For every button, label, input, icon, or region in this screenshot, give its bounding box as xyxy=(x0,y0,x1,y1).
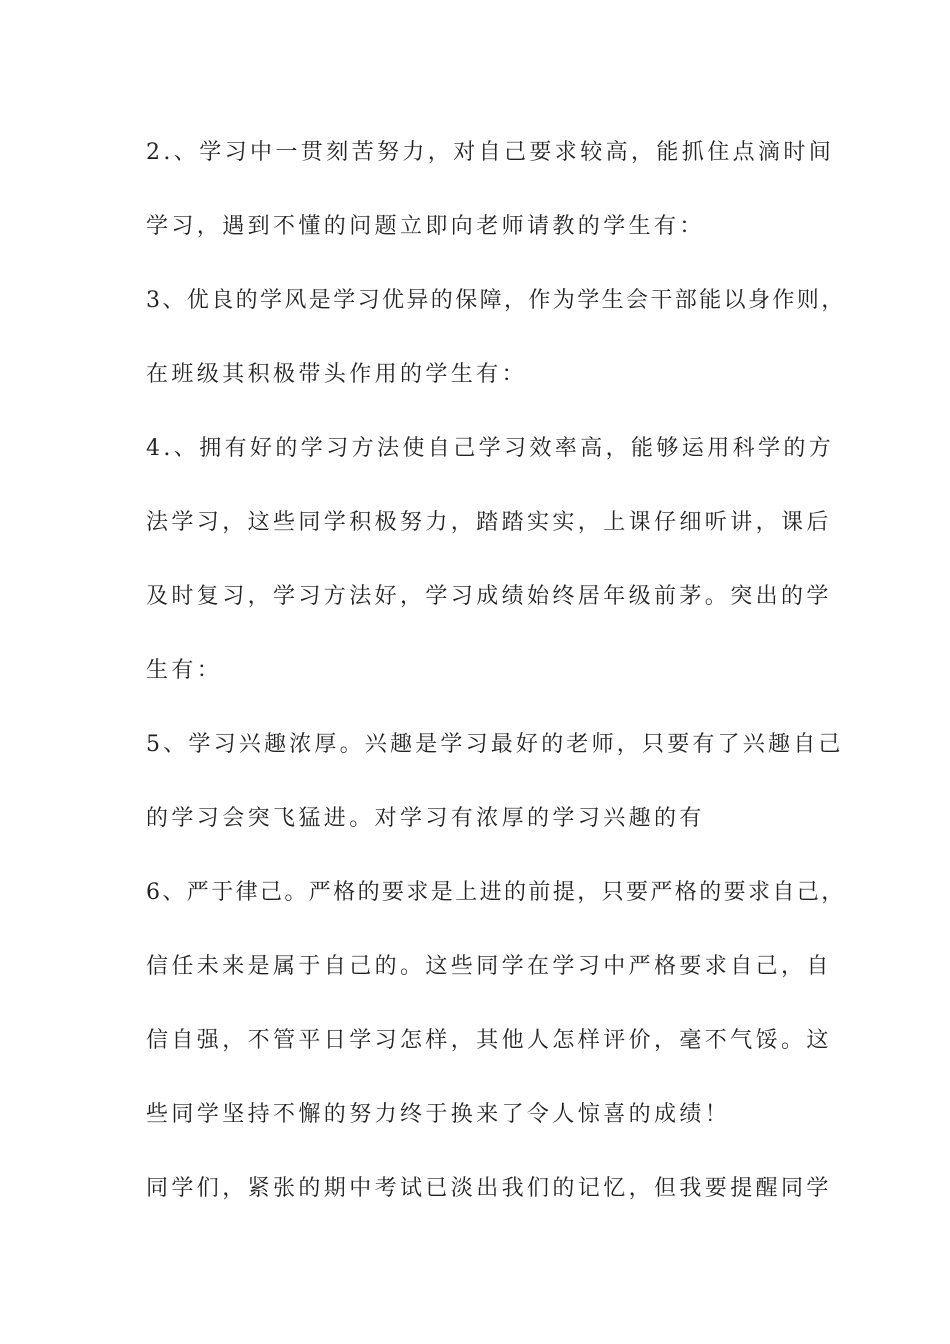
text-line: 4.、拥有好的学习方法使自己学习效率高，能够运用科学的方 xyxy=(146,436,835,461)
text-line: 2.、学习中一贯刻苦努力，对自己要求较高，能抓住点滴时间 xyxy=(146,140,835,165)
text-line: 学习，遇到不懂的问题立即向老师请教的学生有： xyxy=(146,214,705,239)
body-text xyxy=(146,130,846,1240)
text-line: 及时复习，学习方法好，学习成绩始终居年级前茅。突出的学 xyxy=(146,584,832,609)
text-line: 3、优良的学风是学习优异的保障，作为学生会干部能以身作则， xyxy=(146,288,846,313)
text-line: 生有： xyxy=(146,658,223,683)
text-line: 6、严于律己。严格的要求是上进的前提，只要严格的要求自己， xyxy=(146,880,846,905)
text-line: 同学们，紧张的期中考试已淡出我们的记忆，但我要提醒同学 xyxy=(146,1176,832,1201)
text-line: 些同学坚持不懈的努力终于换来了令人惊喜的成绩！ xyxy=(146,1102,731,1127)
text-line: 的学习会突飞猛进。对学习有浓厚的学习兴趣的有 xyxy=(146,806,705,831)
text-line: 信自强，不管平日学习怎样，其他人怎样评价，毫不气馁。这 xyxy=(146,1028,832,1053)
text-line: 5、学习兴趣浓厚。兴趣是学习最好的老师，只要有了兴趣自己 xyxy=(146,732,844,757)
text-line: 在班级其积极带头作用的学生有： xyxy=(146,362,528,387)
text-line: 信任未来是属于自己的。这些同学在学习中严格要求自己，自 xyxy=(146,954,832,979)
text-line: 法学习，这些同学积极努力，踏踏实实，上课仔细听讲，课后 xyxy=(146,510,832,535)
